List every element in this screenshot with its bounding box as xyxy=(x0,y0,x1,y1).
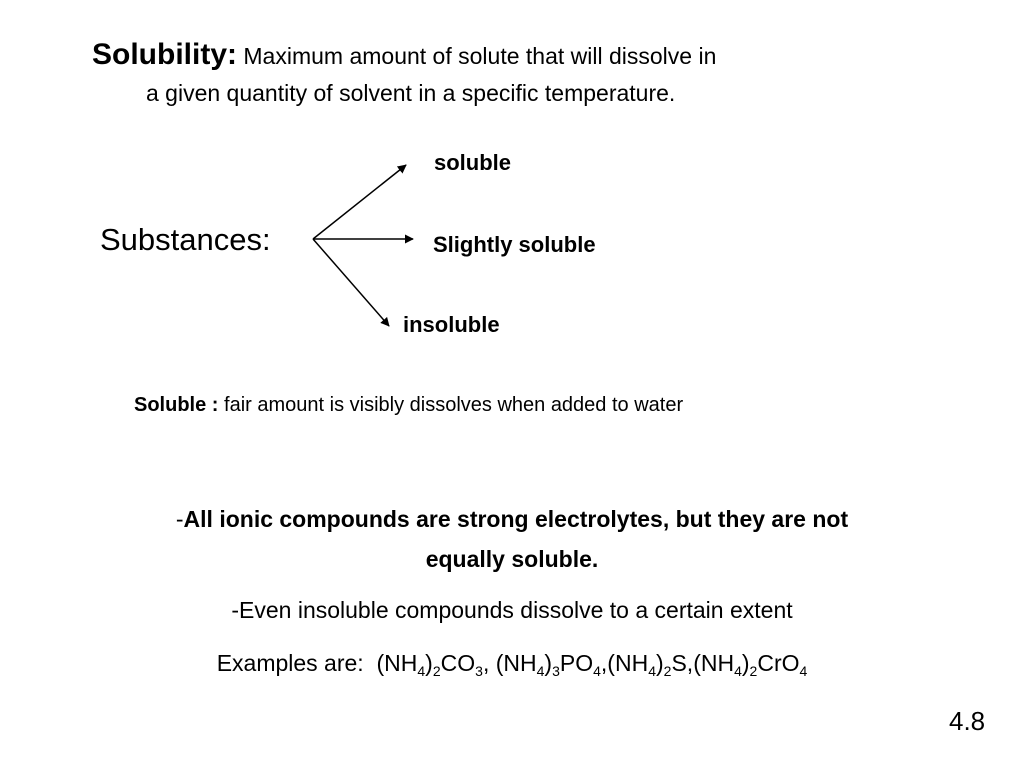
examples-formulas xyxy=(376,650,808,679)
formula-text: S, xyxy=(671,650,694,676)
formula-subscript: 2 xyxy=(432,663,441,679)
formula-text: (NH xyxy=(693,650,735,676)
bullet-insoluble-extent: -Even insoluble compounds dissolve to a certain extent xyxy=(231,597,793,623)
formula-subscript: 4 xyxy=(417,663,426,679)
solubility-term: Solubility: xyxy=(92,38,237,71)
formula-subscript: 2 xyxy=(749,663,758,679)
substances-label: Substances: xyxy=(100,222,271,257)
formula-subscript: 4 xyxy=(648,663,656,679)
formula-text: ) xyxy=(425,650,433,676)
formula-text: (NH xyxy=(607,650,649,676)
examples-label: Examples are: xyxy=(216,650,364,676)
examples-line xyxy=(0,650,1024,679)
formula-text: ) xyxy=(741,650,750,676)
formula-subscript: 4 xyxy=(536,663,545,679)
arrow-to-insoluble xyxy=(313,239,389,326)
bullet-ionic-line2: equally soluble. xyxy=(425,546,599,572)
soluble-definition xyxy=(134,394,683,417)
formula-text: CrO xyxy=(757,650,800,676)
formula-subscript: 4 xyxy=(734,663,742,679)
formula-subscript: 4 xyxy=(799,663,808,679)
bullet-ionic-text: All ionic compounds are strong electrolytes, but they are not xyxy=(183,506,849,532)
branch-label-insoluble: insoluble xyxy=(403,312,500,337)
formula-subscript: 3 xyxy=(475,663,483,679)
formula-subscript: 4 xyxy=(593,663,601,679)
formula xyxy=(376,650,496,679)
formula-subscript: 2 xyxy=(663,663,672,679)
arrow-to-soluble xyxy=(313,165,406,239)
branch-label-slightly-soluble: Slightly soluble xyxy=(433,232,596,257)
formula-text: ) xyxy=(655,650,664,676)
soluble-definition-term: Soluble : xyxy=(134,394,219,416)
formula-text: , xyxy=(482,650,496,676)
formula-subscript: 3 xyxy=(552,663,560,679)
bullet-dash: - xyxy=(175,506,184,532)
soluble-definition-text: fair amount is visibly dissolves when added to water xyxy=(224,394,684,416)
formula xyxy=(495,650,608,679)
formula-text: , xyxy=(600,650,608,676)
bullet-ionic-line1 xyxy=(0,506,1024,533)
formula-text: (NH xyxy=(495,650,537,676)
branch-label-soluble: soluble xyxy=(434,150,512,175)
formula xyxy=(693,650,808,679)
formula xyxy=(607,650,694,679)
slide-number: 4.8 xyxy=(949,706,986,736)
formula-text: CO xyxy=(440,650,476,676)
formula-text: ) xyxy=(544,650,553,676)
formula-text: (NH xyxy=(376,650,418,676)
formula-text: PO xyxy=(559,650,594,676)
solubility-definition-line2: a given quantity of solvent in a specific temperature. xyxy=(146,80,676,106)
solubility-definition-line1: Maximum amount of solute that will dissolve in xyxy=(243,43,717,69)
